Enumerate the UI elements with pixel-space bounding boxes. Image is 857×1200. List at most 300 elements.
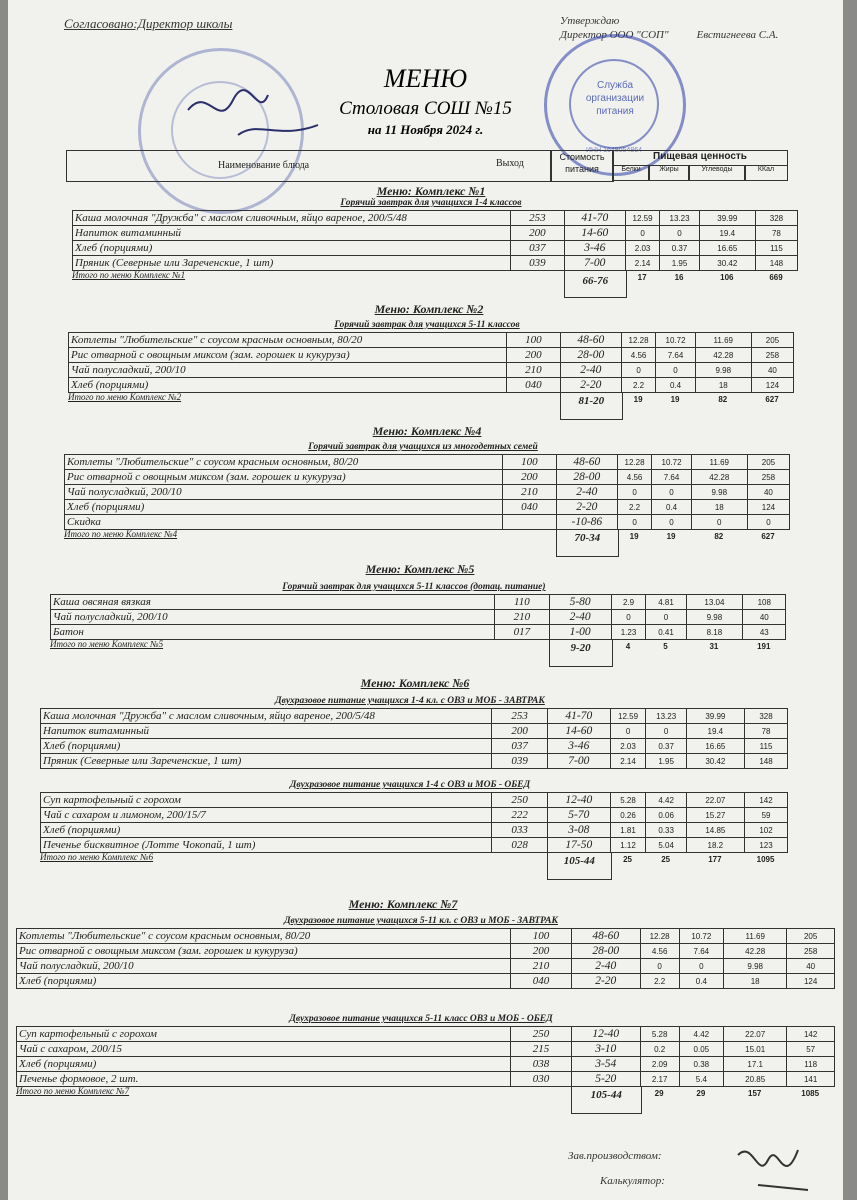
- dish-protein: 12.28: [617, 455, 651, 470]
- dish-yield: 200: [511, 944, 572, 959]
- dish-name: Котлеты "Любительские" с соусом красным основным, 80/20: [69, 333, 507, 348]
- dish-row: [41, 793, 788, 808]
- dish-price: 28-00: [571, 944, 640, 959]
- dish-row: [65, 500, 790, 515]
- dish-price: 12-40: [571, 1027, 640, 1042]
- total-kcal: 191: [757, 642, 771, 651]
- dish-price: 5-80: [549, 595, 611, 610]
- dish-carbs: 18: [724, 974, 787, 989]
- dish-row: [65, 470, 790, 485]
- dish-carbs: 42.28: [691, 470, 747, 485]
- dish-fat: 4.81: [646, 595, 686, 610]
- total-price: 105-44: [547, 853, 612, 880]
- dish-name: Хлеб (порциями): [73, 241, 511, 256]
- dish-fat: 0: [652, 515, 691, 530]
- dish-price: 2-40: [560, 363, 621, 378]
- dish-row: [51, 595, 786, 610]
- dish-protein: 5.28: [640, 1027, 679, 1042]
- dish-price: 12-40: [547, 793, 610, 808]
- dish-price: 2-20: [571, 974, 640, 989]
- dish-yield: 110: [495, 595, 550, 610]
- dish-protein: 0: [610, 724, 646, 739]
- dish-carbs: 13.04: [686, 595, 743, 610]
- dish-kcal: 328: [744, 709, 788, 724]
- dish-fat: 0.05: [679, 1042, 724, 1057]
- stamp-text: Служба организации питания: [585, 80, 645, 117]
- dish-name: Чай с сахаром, 200/15: [17, 1042, 511, 1057]
- dish-row: [17, 974, 835, 989]
- total-kcal: 627: [765, 395, 779, 404]
- dish-protein: 1.23: [611, 625, 646, 640]
- dish-kcal: 57: [787, 1042, 835, 1057]
- dish-carbs: 11.69: [691, 455, 747, 470]
- dish-fat: 0.06: [646, 808, 687, 823]
- dish-kcal: 118: [787, 1057, 835, 1072]
- dish-protein: 2.14: [625, 256, 659, 271]
- dish-protein: 12.28: [640, 929, 679, 944]
- total-kcal: 669: [769, 273, 783, 282]
- dish-row: [17, 1042, 835, 1057]
- dish-row: [17, 1027, 835, 1042]
- dish-name: Котлеты "Любительские" с соусом красным основным, 80/20: [65, 455, 503, 470]
- dish-carbs: 16.65: [686, 739, 744, 754]
- dish-row: [41, 724, 788, 739]
- dish-kcal: 115: [755, 241, 797, 256]
- dish-kcal: 40: [751, 363, 793, 378]
- dish-yield: 222: [492, 808, 548, 823]
- dish-yield: 200: [510, 226, 564, 241]
- dish-table: [50, 594, 786, 640]
- dish-yield: 200: [506, 348, 560, 363]
- dish-price: 14-60: [547, 724, 610, 739]
- dish-name: Рис отварной с овощным миксом (зам. горошек и кукуруза): [17, 944, 511, 959]
- dish-row: [65, 485, 790, 500]
- dish-name: Батон: [51, 625, 495, 640]
- dish-carbs: 19.4: [686, 724, 744, 739]
- dish-carbs: 30.42: [686, 754, 744, 769]
- dish-row: [69, 333, 794, 348]
- complex-title: Меню: Комплекс №5: [365, 562, 475, 576]
- total-kcal: 1095: [756, 855, 775, 864]
- dish-fat: 0: [646, 724, 687, 739]
- dish-kcal: 0: [747, 515, 789, 530]
- dish-fat: 7.64: [679, 944, 724, 959]
- dish-carbs: 14.85: [686, 823, 744, 838]
- total-label: Итого по меню Комплекс №5: [50, 639, 164, 649]
- dish-yield: 210: [502, 485, 556, 500]
- dish-kcal: 108: [743, 595, 786, 610]
- dish-name: Каша молочная "Дружба" с маслом сливочным, яйцо вареное, 200/5/48: [73, 211, 511, 226]
- dish-yield: 040: [511, 974, 572, 989]
- dish-kcal: 141: [787, 1072, 835, 1087]
- dish-kcal: 328: [755, 211, 797, 226]
- dish-yield: 210: [511, 959, 572, 974]
- dish-table: [40, 708, 788, 769]
- col-kcal: ККал: [744, 165, 788, 181]
- dish-table: [16, 928, 835, 989]
- dish-name: Чай полусладкий, 200/10: [17, 959, 511, 974]
- col-yield: Выход: [496, 158, 524, 169]
- total-label: Итого по меню Комплекс №6: [40, 852, 154, 862]
- dish-protein: 0: [611, 610, 646, 625]
- dish-name: Чай с сахаром и лимоном, 200/15/7: [41, 808, 492, 823]
- menu-sheet: [8, 0, 843, 1200]
- dish-table: [16, 1026, 835, 1087]
- director-label: Директор ООО "СОП" Евстигнеева С.А.: [560, 29, 779, 41]
- total-label: Итого по меню Комплекс №1: [72, 270, 186, 280]
- dish-protein: 4.56: [640, 944, 679, 959]
- calculator-label: Калькулятор:: [600, 1175, 665, 1187]
- total-kcal: 1085: [801, 1089, 820, 1098]
- dish-protein: 1.81: [610, 823, 646, 838]
- dish-fat: 1.95: [660, 256, 699, 271]
- dish-carbs: 9.98: [695, 363, 751, 378]
- dish-carbs: 39.99: [686, 709, 744, 724]
- dish-price: 17-50: [547, 838, 610, 853]
- dish-name: Хлеб (порциями): [17, 1057, 511, 1072]
- group-subtitle: Двухразовое питание учащихся 1-4 с ОВЗ и МОБ - ОБЕД: [289, 780, 531, 790]
- dish-row: [69, 378, 794, 393]
- col-carbs: Углеводы: [688, 165, 746, 181]
- dish-price: 2-40: [556, 485, 617, 500]
- total-protein: 25: [623, 855, 632, 864]
- total-price: 105-44: [571, 1087, 642, 1114]
- dish-price: 2-40: [549, 610, 611, 625]
- dish-kcal: 205: [787, 929, 835, 944]
- dish-row: [65, 455, 790, 470]
- dish-carbs: 18.2: [686, 838, 744, 853]
- dish-kcal: 258: [787, 944, 835, 959]
- dish-row: [17, 1057, 835, 1072]
- dish-fat: 7.64: [652, 470, 691, 485]
- dish-kcal: 124: [751, 378, 793, 393]
- dish-yield: 250: [492, 793, 548, 808]
- dish-row: [69, 348, 794, 363]
- group-subtitle: Горячий завтрак для учащихся из многодетных семей: [308, 442, 538, 452]
- dish-name: Хлеб (порциями): [65, 500, 503, 515]
- dish-protein: 5.28: [610, 793, 646, 808]
- dish-yield: [502, 515, 556, 530]
- total-carbs: 157: [748, 1089, 762, 1098]
- dish-kcal: 59: [744, 808, 788, 823]
- dish-protein: 2.09: [640, 1057, 679, 1072]
- total-carbs: 106: [720, 273, 734, 282]
- dish-yield: 037: [510, 241, 564, 256]
- total-carbs: 31: [709, 642, 719, 651]
- dish-row: [17, 1072, 835, 1087]
- complex-title: Меню: Комплекс №2: [374, 302, 484, 316]
- dish-protein: 12.28: [621, 333, 655, 348]
- dish-name: Суп картофельный с горохом: [17, 1027, 511, 1042]
- dish-protein: 0: [621, 363, 655, 378]
- complex-title: Меню: Комплекс №4: [372, 424, 482, 438]
- dish-yield: 033: [492, 823, 548, 838]
- dish-fat: 0.41: [646, 625, 686, 640]
- dish-row: [41, 754, 788, 769]
- dish-name: Суп картофельный с горохом: [41, 793, 492, 808]
- dish-kcal: 148: [755, 256, 797, 271]
- dish-yield: 200: [502, 470, 556, 485]
- dish-fat: 7.64: [656, 348, 695, 363]
- dish-carbs: 22.07: [686, 793, 744, 808]
- dish-carbs: 16.65: [699, 241, 755, 256]
- dish-kcal: 43: [743, 625, 786, 640]
- dish-kcal: 78: [755, 226, 797, 241]
- dish-carbs: 19.4: [699, 226, 755, 241]
- dish-protein: 0: [625, 226, 659, 241]
- dish-yield: 030: [511, 1072, 572, 1087]
- dish-kcal: 124: [747, 500, 789, 515]
- dish-row: [51, 625, 786, 640]
- dish-kcal: 142: [744, 793, 788, 808]
- total-fat: 16: [674, 273, 684, 282]
- dish-protein: 12.59: [625, 211, 659, 226]
- dish-protein: 1.12: [610, 838, 646, 853]
- dish-row: [51, 610, 786, 625]
- total-carbs: 82: [714, 532, 724, 541]
- dish-fat: 0.4: [652, 500, 691, 515]
- total-kcal: 627: [761, 532, 775, 541]
- dish-carbs: 9.98: [691, 485, 747, 500]
- dish-fat: 0: [646, 610, 686, 625]
- dish-kcal: 205: [747, 455, 789, 470]
- dish-carbs: 15.01: [724, 1042, 787, 1057]
- page-subtitle: Столовая СОШ №15: [339, 98, 512, 119]
- dish-protein: 12.59: [610, 709, 646, 724]
- dish-name: Хлеб (порциями): [17, 974, 511, 989]
- dish-fat: 4.42: [646, 793, 687, 808]
- dish-row: [41, 808, 788, 823]
- col-fat: Жиры: [648, 165, 690, 181]
- dish-price: 5-20: [571, 1072, 640, 1087]
- dish-name: Рис отварной с овощным миксом (зам. горошек и кукуруза): [69, 348, 507, 363]
- total-fat: 29: [696, 1089, 706, 1098]
- total-protein: 4: [625, 642, 631, 651]
- dish-protein: 2.9: [611, 595, 646, 610]
- dish-price: 3-10: [571, 1042, 640, 1057]
- dish-protein: 0: [640, 959, 679, 974]
- dish-yield: 039: [510, 256, 564, 271]
- dish-name: Хлеб (порциями): [69, 378, 507, 393]
- dish-protein: 2.03: [610, 739, 646, 754]
- complex-title: Меню: Комплекс №7: [348, 897, 458, 911]
- dish-name: Каша овсяная вязкая: [51, 595, 495, 610]
- dish-carbs: 9.98: [724, 959, 787, 974]
- approved-label: Утверждаю: [560, 15, 620, 27]
- dish-fat: 0: [679, 959, 724, 974]
- dish-protein: 2.2: [621, 378, 655, 393]
- dish-price: 2-40: [571, 959, 640, 974]
- dish-kcal: 124: [787, 974, 835, 989]
- dish-carbs: 9.98: [686, 610, 743, 625]
- dish-row: [69, 363, 794, 378]
- dish-price: 3-08: [547, 823, 610, 838]
- dish-yield: 210: [506, 363, 560, 378]
- dish-price: 3-46: [547, 739, 610, 754]
- dish-carbs: 42.28: [724, 944, 787, 959]
- dish-fat: 0: [656, 363, 695, 378]
- dish-fat: 5.04: [646, 838, 687, 853]
- dish-carbs: 42.28: [695, 348, 751, 363]
- dish-price: 41-70: [547, 709, 610, 724]
- dish-fat: 0: [660, 226, 699, 241]
- group-subtitle: Двухразовое питание учащихся 5-11 кл. с ОВЗ и МОБ - ЗАВТРАК: [284, 916, 558, 926]
- dish-carbs: 20.85: [724, 1072, 787, 1087]
- total-protein: 19: [633, 395, 643, 404]
- dish-table: [68, 332, 794, 393]
- dish-protein: 0.26: [610, 808, 646, 823]
- dish-carbs: 11.69: [724, 929, 787, 944]
- dish-yield: 017: [495, 625, 550, 640]
- dish-name: Каша молочная "Дружба" с маслом сливочным, яйцо вареное, 200/5/48: [41, 709, 492, 724]
- dish-price: 28-00: [560, 348, 621, 363]
- dish-yield: 040: [502, 500, 556, 515]
- group-subtitle: Горячий завтрак для учащихся 1-4 классов: [340, 198, 522, 208]
- dish-yield: 200: [492, 724, 548, 739]
- dish-carbs: 15.27: [686, 808, 744, 823]
- total-protein: 29: [654, 1089, 664, 1098]
- total-label: Итого по меню Комплекс №7: [16, 1086, 130, 1096]
- dish-kcal: 40: [747, 485, 789, 500]
- total-carbs: 177: [708, 855, 722, 864]
- dish-fat: 10.72: [656, 333, 695, 348]
- dish-protein: 0.2: [640, 1042, 679, 1057]
- dish-fat: 4.42: [679, 1027, 724, 1042]
- dish-fat: 0.4: [656, 378, 695, 393]
- dish-yield: 100: [511, 929, 572, 944]
- dish-row: [73, 256, 798, 271]
- dish-name: Напиток витаминный: [41, 724, 492, 739]
- dish-yield: 100: [506, 333, 560, 348]
- dish-yield: 100: [502, 455, 556, 470]
- total-protein: 17: [637, 273, 647, 282]
- dish-yield: 253: [492, 709, 548, 724]
- dish-yield: 253: [510, 211, 564, 226]
- production-label: Зав.производством:: [568, 1150, 662, 1162]
- dish-row: [17, 959, 835, 974]
- dish-yield: 210: [495, 610, 550, 625]
- dish-name: Скидка: [65, 515, 503, 530]
- dish-kcal: 148: [744, 754, 788, 769]
- dish-row: [41, 709, 788, 724]
- production-signature: [728, 1140, 818, 1200]
- dish-fat: 0.37: [660, 241, 699, 256]
- dish-protein: 4.56: [621, 348, 655, 363]
- dish-carbs: 18: [691, 500, 747, 515]
- dish-protein: 0: [617, 485, 651, 500]
- dish-price: 14-60: [564, 226, 625, 241]
- total-fat: 25: [661, 855, 671, 864]
- dish-protein: 2.03: [625, 241, 659, 256]
- dish-price: 7-00: [547, 754, 610, 769]
- dish-yield: 028: [492, 838, 548, 853]
- dish-protein: 2.14: [610, 754, 646, 769]
- dish-price: 48-60: [556, 455, 617, 470]
- group-subtitle: Двухразовое питание учащихся 1-4 кл. с ОВЗ и МОБ - ЗАВТРАК: [275, 696, 545, 706]
- dish-protein: 2.2: [640, 974, 679, 989]
- dish-fat: 0.33: [646, 823, 687, 838]
- dish-price: 2-20: [556, 500, 617, 515]
- dish-table: [64, 454, 790, 530]
- dish-price: -10-86: [556, 515, 617, 530]
- dish-carbs: 39.99: [699, 211, 755, 226]
- menu-date: на 11 Ноября 2024 г.: [367, 122, 484, 137]
- dish-kcal: 40: [743, 610, 786, 625]
- dish-price: 48-60: [571, 929, 640, 944]
- dish-name: Чай полусладкий, 200/10: [51, 610, 495, 625]
- total-price: 66-76: [564, 271, 627, 298]
- col-nutrition: Пищевая ценность: [612, 150, 788, 166]
- total-fat: 5: [663, 642, 668, 651]
- dish-fat: 5.4: [679, 1072, 724, 1087]
- dish-name: Пряник (Северные или Зареченские, 1 шт): [41, 754, 492, 769]
- dish-name: Пряник (Северные или Зареченские, 1 шт): [73, 256, 511, 271]
- dish-table: [40, 792, 788, 853]
- dish-yield: 040: [506, 378, 560, 393]
- total-price: 70-34: [556, 530, 619, 557]
- dish-price: 3-54: [571, 1057, 640, 1072]
- dish-kcal: 258: [747, 470, 789, 485]
- dish-kcal: 102: [744, 823, 788, 838]
- dish-price: 3-46: [564, 241, 625, 256]
- page-title: МЕНЮ: [383, 64, 468, 93]
- dish-kcal: 258: [751, 348, 793, 363]
- dish-row: [65, 515, 790, 530]
- dish-fat: 13.23: [660, 211, 699, 226]
- dish-name: Напиток витаминный: [73, 226, 511, 241]
- dish-row: [41, 823, 788, 838]
- total-protein: 19: [629, 532, 639, 541]
- dish-price: 7-00: [564, 256, 625, 271]
- total-carbs: 82: [718, 395, 728, 404]
- dish-yield: 250: [511, 1027, 572, 1042]
- group-subtitle: Горячий завтрак для учащихся 5-11 классов: [334, 320, 520, 330]
- dish-price: 48-60: [560, 333, 621, 348]
- dish-protein: 2.17: [640, 1072, 679, 1087]
- dish-name: Чай полусладкий, 200/10: [65, 485, 503, 500]
- dish-name: Хлеб (порциями): [41, 739, 492, 754]
- total-fat: 19: [666, 532, 676, 541]
- dish-kcal: 205: [751, 333, 793, 348]
- dish-yield: 215: [511, 1042, 572, 1057]
- total-fat: 19: [670, 395, 680, 404]
- dish-row: [73, 226, 798, 241]
- dish-fat: 10.72: [679, 929, 724, 944]
- dish-fat: 10.72: [652, 455, 691, 470]
- total-label: Итого по меню Комплекс №4: [64, 529, 178, 539]
- dish-fat: 0.38: [679, 1057, 724, 1072]
- dish-price: 41-70: [564, 211, 625, 226]
- dish-yield: 039: [492, 754, 548, 769]
- dish-name: Хлеб (порциями): [41, 823, 492, 838]
- dish-yield: 038: [511, 1057, 572, 1072]
- dish-kcal: 123: [744, 838, 788, 853]
- dish-row: [41, 739, 788, 754]
- dish-carbs: 11.69: [695, 333, 751, 348]
- dish-row: [41, 838, 788, 853]
- stamp-inn: ИНН 1648054864: [585, 147, 643, 154]
- dish-name: Рис отварной с овощным миксом (зам. горошек и кукуруза): [65, 470, 503, 485]
- dish-carbs: 0: [691, 515, 747, 530]
- col-protein: Белки: [612, 165, 650, 181]
- dish-name: Печенье бисквитное (Лотте Чокопай, 1 шт): [41, 838, 492, 853]
- complex-title: Меню: Комплекс №1: [376, 184, 486, 198]
- dish-name: Печенье формовое, 2 шт.: [17, 1072, 511, 1087]
- group-subtitle: Горячий завтрак для учащихся 5-11 классов (дотац. питание): [282, 582, 546, 592]
- dish-row: [73, 211, 798, 226]
- dish-carbs: 22.07: [724, 1027, 787, 1042]
- dish-row: [17, 944, 835, 959]
